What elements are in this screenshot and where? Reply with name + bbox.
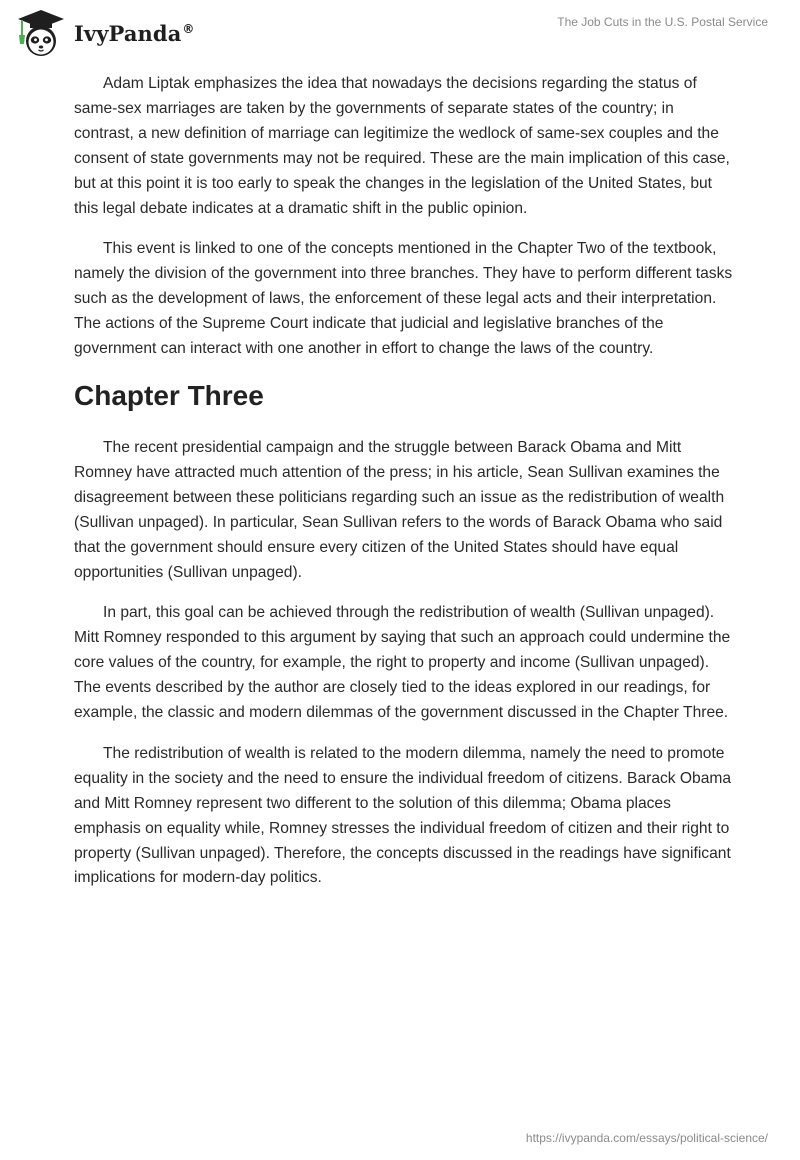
paragraph: The recent presidential campaign and the struggle between Barack Obama and Mitt Romney have attracted much attention of the press; in his article, Sean Sullivan examines the disagreement between these politicians regarding such an issue as the redistribution of wealth (Sullivan unpaged). In particular, Sean Sullivan refers to the words of Barack Obama who said that the government should ensure every citizen of the United States should have equal opportunities (Sullivan unpaged). bbox=[74, 438, 725, 581]
registered-mark: ® bbox=[182, 21, 195, 36]
page-header bbox=[0, 0, 800, 62]
paragraph: The redistribution of wealth is related to the modern dilemma, namely the need to promote equality in the society and the need to ensure the individual freedom of citizens. Barack Obama and Mitt Romney represent two different to the solution of this dilemma; Obama places emphasis on equality while, Romney stresses the individual freedom of citizen and their right to property (Sullivan unpaged). Therefore, the concepts discussed in the readings have significant implications for modern-day politics. bbox=[74, 744, 732, 887]
source-url-link[interactable]: https://ivypanda.com/essays/political-science/ bbox=[525, 1131, 768, 1145]
paragraph: In part, this goal can be achieved through the redistribution of wealth (Sullivan unpaged). Mitt Romney responded to this argument by saying that such an approach could undermine the core values of the country, for example, the right to property and income (Sullivan unpaged). The events described by the author are closely tied to the ideas explored in our readings, for example, the classic and modern dilemmas of the government discussed in the Chapter Three. bbox=[74, 604, 731, 722]
paragraph: Adam Liptak emphasizes the idea that nowadays the decisions regarding the status of same-sex marriages are taken by the governments of separate states of the country; in contrast, a new definition of marriage can legitimize the wedlock of same-sex couples and the consent of state governments may not be required. These are the main implication of this case, but at this point it is too early to speak the changes in the legislation of the United States, but this legal debate indicates at a dramatic shift in the public opinion. bbox=[74, 75, 730, 217]
paragraph: This event is linked to one of the concepts mentioned in the Chapter Two of the textbook, namely the division of the government into three branches. They have to perform different tasks such as the development of laws, the enforcement of these legal acts and their interpretation. The actions of the Supreme Court indicate that judicial and legislative branches of the government can interact with one another in effort to change the laws of the country. bbox=[74, 240, 733, 358]
ivypanda-logo[interactable] bbox=[14, 8, 195, 58]
panda-graduate-icon bbox=[14, 8, 68, 58]
section-heading: Chapter Three bbox=[74, 379, 264, 411]
essay-content bbox=[74, 72, 734, 907]
logo-text: IvyPanda bbox=[74, 20, 182, 46]
logo-wordmark bbox=[74, 21, 195, 46]
document-title: The Job Cuts in the U.S. Postal Service bbox=[557, 15, 768, 29]
